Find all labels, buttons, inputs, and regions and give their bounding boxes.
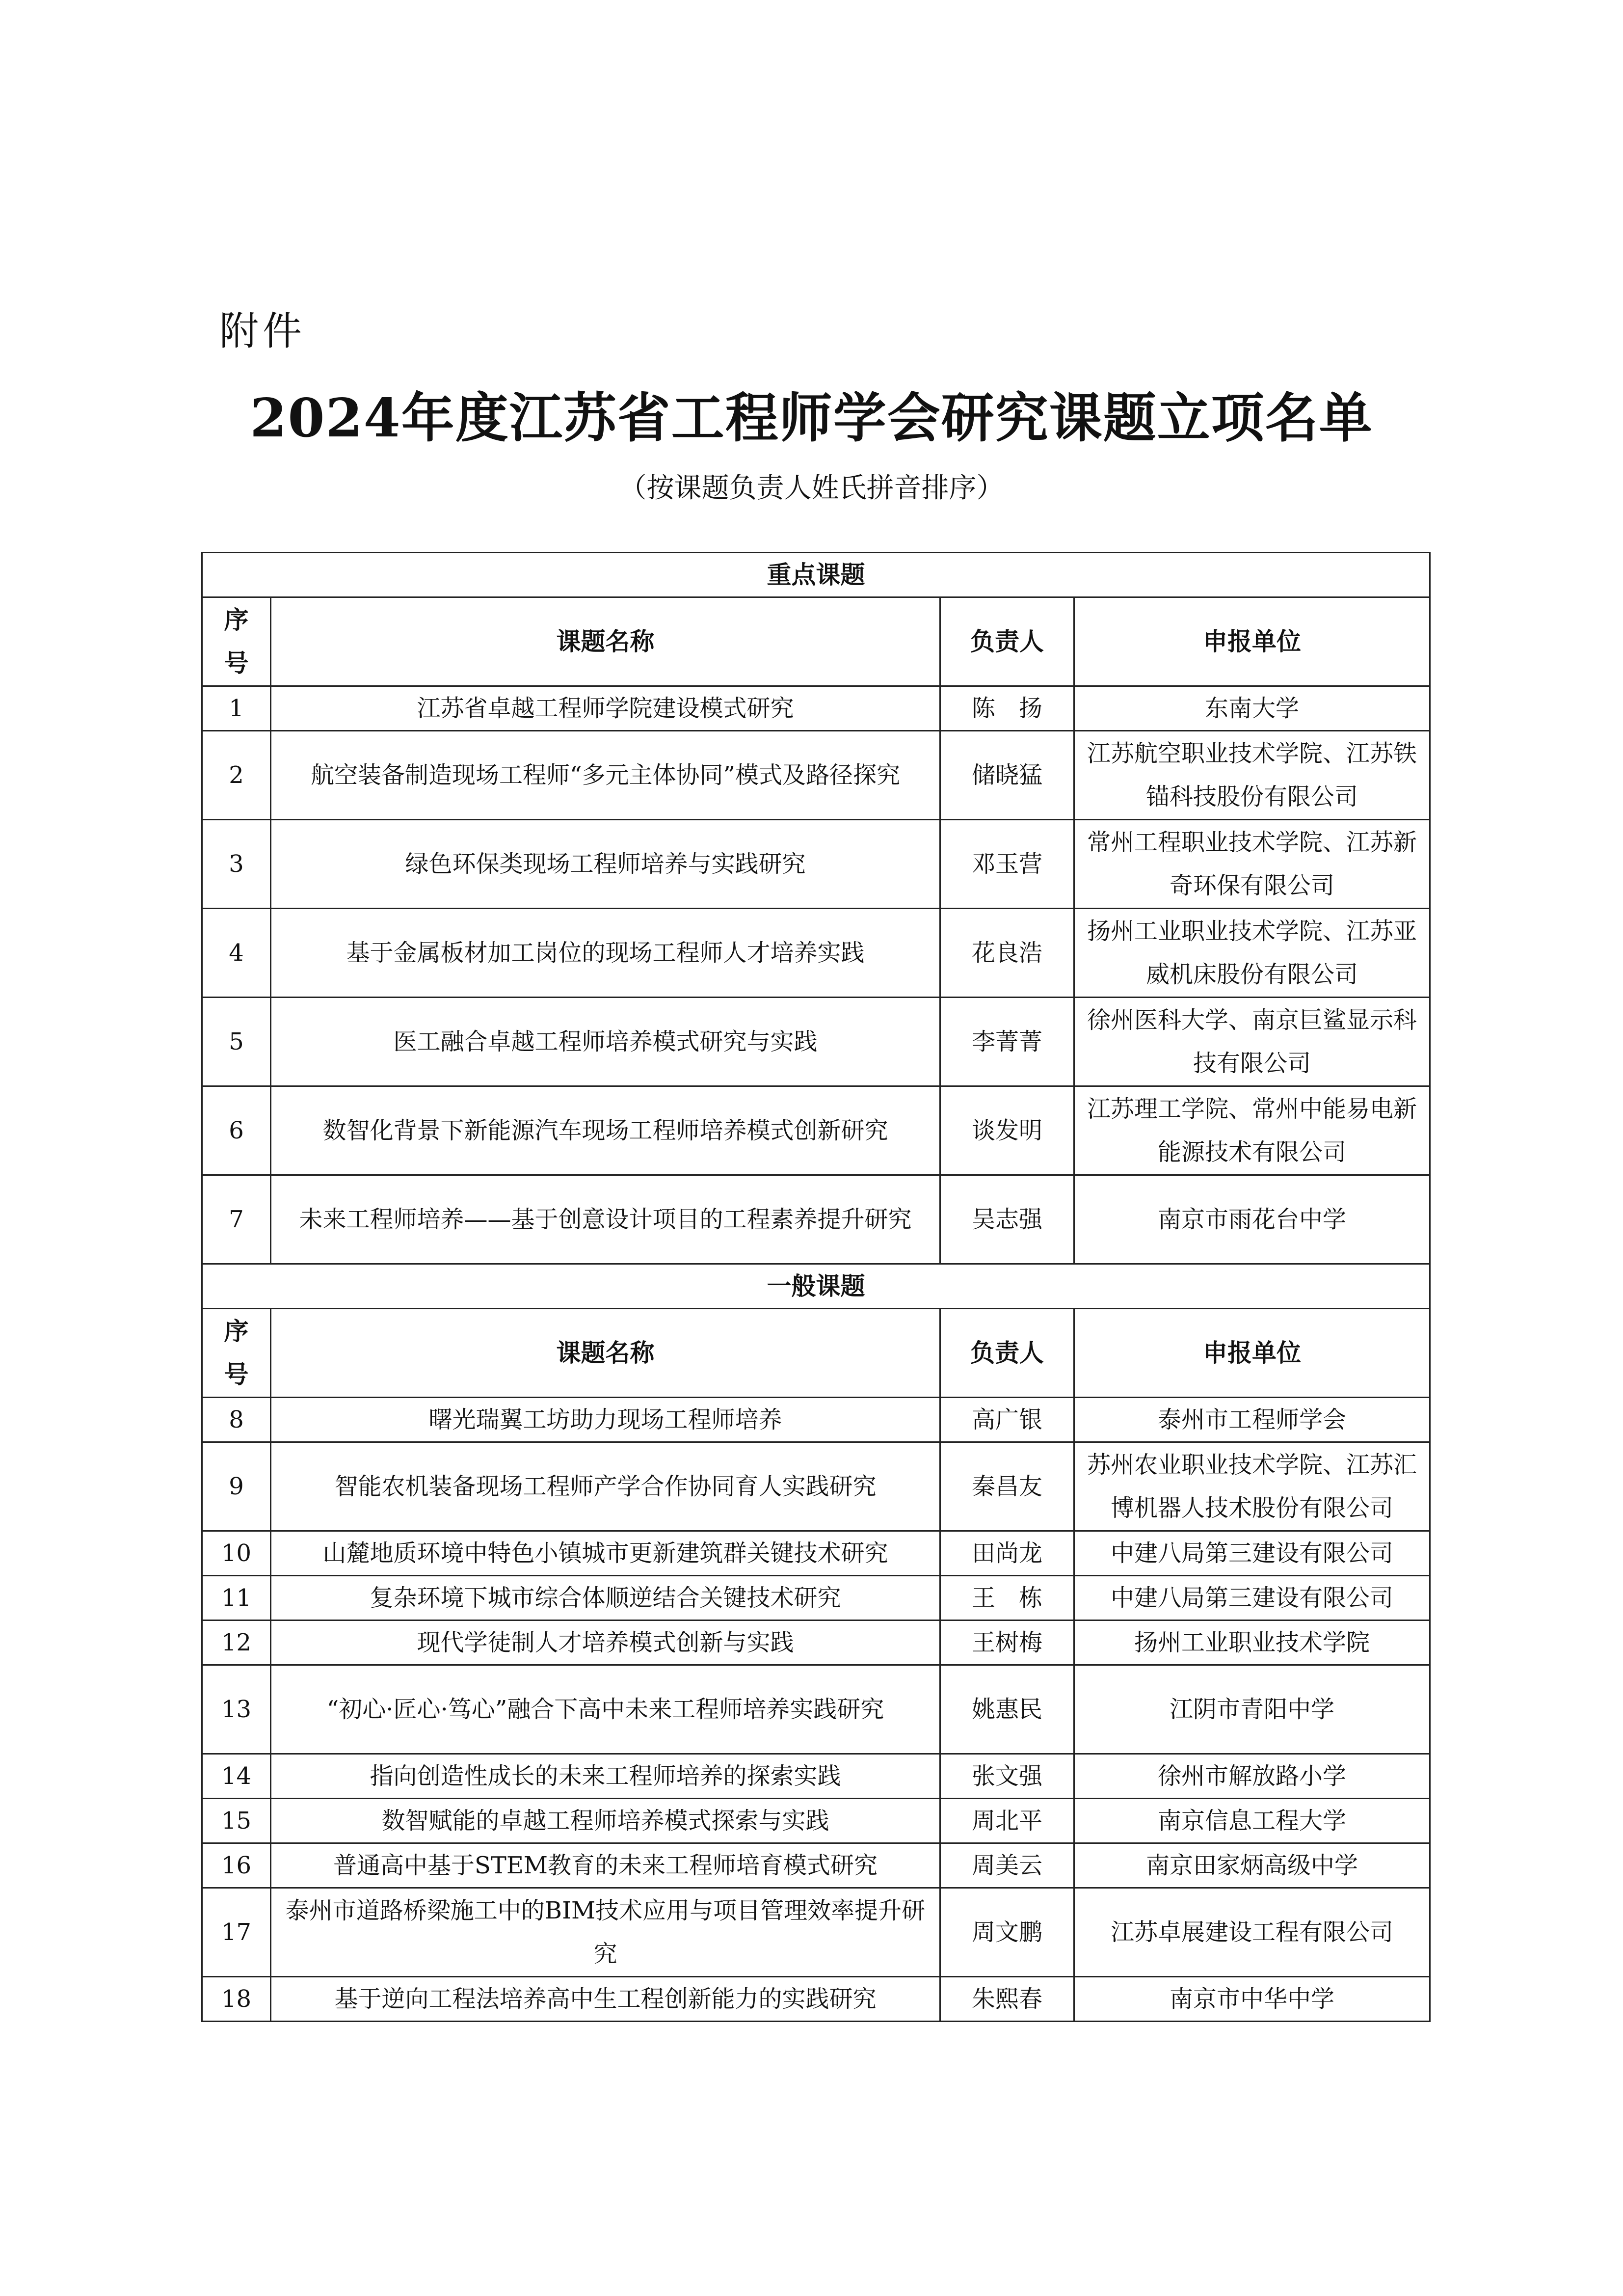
cell-no-text: 6 [229, 1117, 244, 1144]
cell-topic [271, 1175, 940, 1264]
cell-no-text: 11 [221, 1584, 252, 1612]
cell-unit [1074, 1621, 1430, 1665]
header-leader: 负责人 [940, 1309, 1074, 1398]
cell-leader [940, 1977, 1074, 2022]
cell-no [202, 820, 271, 909]
cell-leader-text: 吴志强 [971, 1206, 1042, 1233]
cell-no [202, 1843, 271, 1888]
table-row [202, 998, 1430, 1086]
cell-leader-text: 高广银 [971, 1406, 1042, 1433]
cell-topic-text: 绿色环保类现场工程师培养与实践研究 [405, 850, 806, 878]
cell-unit [1074, 909, 1430, 998]
cell-topic-text: 普通高中基于STEM教育的未来工程师培育模式研究 [333, 1852, 878, 1879]
cell-unit [1074, 1754, 1430, 1799]
cell-unit [1074, 1442, 1430, 1531]
cell-no [202, 1576, 271, 1621]
cell-leader [940, 1888, 1074, 1977]
cell-leader-text: 邓玉营 [971, 850, 1042, 878]
cell-unit-text: 南京市雨花台中学 [1157, 1206, 1346, 1233]
cell-leader-text: 谈发明 [971, 1117, 1042, 1144]
cell-leader [940, 731, 1074, 820]
cell-no [202, 1888, 271, 1977]
cell-topic-text: 基于逆向工程法培养高中生工程创新能力的实践研究 [334, 1985, 877, 2013]
cell-leader-text: 陈 扬 [971, 695, 1042, 722]
cell-leader [940, 1843, 1074, 1888]
cell-no [202, 909, 271, 998]
cell-topic [271, 1799, 940, 1843]
cell-unit-text: 泰州市工程师学会 [1157, 1406, 1346, 1433]
cell-leader-text: 储晓猛 [971, 761, 1042, 789]
table-row [202, 731, 1430, 820]
cell-unit [1074, 1665, 1430, 1754]
cell-topic [271, 1754, 940, 1799]
cell-no-text: 10 [221, 1540, 252, 1567]
cell-unit [1074, 1843, 1430, 1888]
cell-unit-text: 中建八局第三建设有限公司 [1110, 1584, 1393, 1612]
table-row [202, 1442, 1430, 1531]
cell-no [202, 1665, 271, 1754]
cell-leader [940, 1442, 1074, 1531]
cell-unit [1074, 1799, 1430, 1843]
header-no: 序 号 [202, 597, 271, 686]
cell-topic-text: 泰州市道路桥梁施工中的BIM技术应用与项目管理效率提升研究 [285, 1897, 926, 1968]
column-header-row [202, 1309, 1430, 1398]
cell-topic [271, 1531, 940, 1576]
cell-topic-text: 曙光瑞翼工坊助力现场工程师培养 [428, 1406, 782, 1433]
cell-topic [271, 1888, 940, 1977]
cell-leader-text: 王 栋 [971, 1584, 1042, 1612]
cell-no-text: 1 [229, 695, 244, 722]
cell-unit-text: 南京信息工程大学 [1157, 1807, 1346, 1835]
cell-leader-text: 李菁菁 [971, 1028, 1042, 1055]
header-topic: 课题名称 [271, 597, 940, 686]
cell-topic [271, 686, 940, 731]
cell-leader [940, 1621, 1074, 1665]
cell-unit-text: 徐州医科大学、南京巨鲨显示科技有限公司 [1087, 1006, 1417, 1077]
cell-topic-text: 复杂环境下城市综合体顺逆结合关键技术研究 [370, 1584, 841, 1612]
cell-topic-text: “初心·匠心·笃心”融合下高中未来工程师培养实践研究 [326, 1696, 884, 1723]
cell-topic [271, 998, 940, 1086]
cell-no [202, 1799, 271, 1843]
cell-topic-text: 基于金属板材加工岗位的现场工程师人才培养实践 [346, 939, 865, 967]
cell-topic [271, 820, 940, 909]
cell-no-text: 4 [229, 939, 244, 967]
table-row [202, 1754, 1430, 1799]
cell-leader [940, 1576, 1074, 1621]
table-row [202, 1977, 1430, 2022]
cell-topic [271, 1086, 940, 1175]
cell-leader-text: 花良浩 [971, 939, 1042, 967]
cell-leader-text: 田尚龙 [971, 1540, 1042, 1567]
cell-leader-text: 秦昌友 [971, 1473, 1042, 1500]
table-row [202, 1531, 1430, 1576]
cell-unit-text: 东南大学 [1204, 695, 1299, 722]
cell-leader [940, 1398, 1074, 1442]
cell-topic [271, 1398, 940, 1442]
cell-unit-text: 江苏卓展建设工程有限公司 [1110, 1918, 1393, 1946]
header-unit: 申报单位 [1074, 597, 1430, 686]
header-unit: 申报单位 [1074, 1309, 1430, 1398]
cell-no [202, 1754, 271, 1799]
cell-topic [271, 1665, 940, 1754]
cell-leader [940, 1086, 1074, 1175]
header-topic: 课题名称 [271, 1309, 940, 1398]
cell-no-text: 9 [229, 1473, 244, 1500]
cell-unit-text: 徐州市解放路小学 [1157, 1762, 1346, 1790]
cell-leader [940, 1754, 1074, 1799]
cell-no-text: 17 [221, 1918, 252, 1946]
page-subtitle: （按课题负责人姓氏拼音排序） [619, 472, 1004, 504]
cell-no [202, 1621, 271, 1665]
table-row [202, 820, 1430, 909]
cell-topic-text: 航空装备制造现场工程师“多元主体协同”模式及路径探究 [310, 761, 901, 789]
cell-no-text: 12 [221, 1629, 252, 1656]
cell-no-text: 7 [229, 1206, 244, 1233]
table-row [202, 686, 1430, 731]
cell-unit-text: 常州工程职业技术学院、江苏新奇环保有限公司 [1087, 829, 1417, 899]
table-row [202, 1799, 1430, 1843]
cell-unit [1074, 1576, 1430, 1621]
cell-unit [1074, 998, 1430, 1086]
table-row [202, 1888, 1430, 1977]
table-row [202, 1843, 1430, 1888]
cell-leader [940, 686, 1074, 731]
section-header-row [202, 1264, 1430, 1309]
cell-no [202, 998, 271, 1086]
cell-leader [940, 1531, 1074, 1576]
cell-unit-text: 苏州农业职业技术学院、江苏汇博机器人技术股份有限公司 [1087, 1451, 1417, 1522]
cell-leader-text: 姚惠民 [971, 1696, 1042, 1723]
cell-topic-text: 未来工程师培养——基于创意设计项目的工程素养提升研究 [299, 1206, 912, 1233]
table-row [202, 1576, 1430, 1621]
cell-unit-text: 南京田家炳高级中学 [1145, 1852, 1358, 1879]
cell-leader-text: 张文强 [971, 1762, 1042, 1790]
cell-topic [271, 1843, 940, 1888]
cell-unit [1074, 1888, 1430, 1977]
cell-leader-text: 周美云 [971, 1852, 1042, 1879]
section-title: 一般课题 [202, 1264, 1430, 1309]
cell-unit-text: 南京市中华中学 [1169, 1985, 1334, 2013]
cell-unit [1074, 1175, 1430, 1264]
cell-leader-text: 周文鹏 [971, 1918, 1042, 1946]
cell-topic [271, 1621, 940, 1665]
cell-unit-text: 扬州工业职业技术学院 [1134, 1629, 1370, 1656]
cell-no [202, 1531, 271, 1576]
cell-unit [1074, 1977, 1430, 2022]
cell-leader-text: 周北平 [971, 1807, 1042, 1835]
cell-no-text: 18 [221, 1985, 252, 2013]
cell-topic [271, 731, 940, 820]
cell-no [202, 1398, 271, 1442]
cell-topic-text: 智能农机装备现场工程师产学合作协同育人实践研究 [334, 1473, 877, 1500]
cell-unit-text: 江苏航空职业技术学院、江苏铁锚科技股份有限公司 [1087, 740, 1417, 810]
section-title: 重点课题 [202, 553, 1430, 597]
cell-leader [940, 998, 1074, 1086]
cell-topic-text: 数智赋能的卓越工程师培养模式探索与实践 [381, 1807, 829, 1835]
cell-unit [1074, 1531, 1430, 1576]
cell-no [202, 1977, 271, 2022]
attachment-label: 附件 [219, 308, 306, 354]
column-header-row [202, 597, 1430, 686]
table-row [202, 1665, 1430, 1754]
cell-topic-text: 江苏省卓越工程师学院建设模式研究 [417, 695, 794, 722]
cell-topic-text: 山麓地质环境中特色小镇城市更新建筑群关键技术研究 [322, 1540, 888, 1567]
cell-leader-text: 朱熙春 [971, 1985, 1042, 2013]
cell-topic [271, 1977, 940, 2022]
cell-topic-text: 指向创造性成长的未来工程师培养的探索实践 [370, 1762, 841, 1790]
cell-leader [940, 820, 1074, 909]
cell-unit-text: 江苏理工学院、常州中能易电新能源技术有限公司 [1087, 1095, 1417, 1166]
cell-unit-text: 江阴市青阳中学 [1169, 1696, 1334, 1723]
cell-unit-text: 中建八局第三建设有限公司 [1110, 1540, 1393, 1567]
cell-leader [940, 1665, 1074, 1754]
cell-no-text: 13 [221, 1696, 252, 1723]
cell-no [202, 686, 271, 731]
cell-unit [1074, 1086, 1430, 1175]
header-leader: 负责人 [940, 597, 1074, 686]
table-row [202, 1621, 1430, 1665]
cell-no-text: 15 [221, 1807, 252, 1835]
cell-leader [940, 1799, 1074, 1843]
cell-unit [1074, 731, 1430, 820]
cell-leader-text: 王树梅 [971, 1629, 1042, 1656]
table-row [202, 1175, 1430, 1264]
table-row [202, 909, 1430, 998]
header-no: 序 号 [202, 1309, 271, 1398]
table-row [202, 1398, 1430, 1442]
cell-topic-text: 现代学徒制人才培养模式创新与实践 [417, 1629, 794, 1656]
cell-no [202, 731, 271, 820]
cell-no-text: 5 [229, 1028, 244, 1055]
cell-leader [940, 1175, 1074, 1264]
cell-no-text: 3 [229, 850, 244, 878]
cell-topic [271, 1576, 940, 1621]
cell-unit-text: 扬州工业职业技术学院、江苏亚威机床股份有限公司 [1087, 918, 1417, 988]
cell-no [202, 1175, 271, 1264]
cell-unit [1074, 820, 1430, 909]
page-title: 2024年度江苏省工程师学会研究课题立项名单 [250, 387, 1373, 449]
cell-no-text: 16 [221, 1852, 252, 1879]
section-header-row [202, 553, 1430, 597]
cell-no-text: 8 [229, 1406, 244, 1433]
project-table [201, 552, 1431, 2022]
table-row [202, 1086, 1430, 1175]
cell-no-text: 2 [229, 761, 244, 789]
cell-topic [271, 909, 940, 998]
cell-topic-text: 数智化背景下新能源汽车现场工程师培养模式创新研究 [322, 1117, 888, 1144]
cell-unit [1074, 1398, 1430, 1442]
cell-no [202, 1442, 271, 1531]
cell-no-text: 14 [221, 1762, 252, 1790]
cell-no [202, 1086, 271, 1175]
cell-topic-text: 医工融合卓越工程师培养模式研究与实践 [393, 1028, 818, 1055]
cell-unit [1074, 686, 1430, 731]
cell-topic [271, 1442, 940, 1531]
cell-leader [940, 909, 1074, 998]
